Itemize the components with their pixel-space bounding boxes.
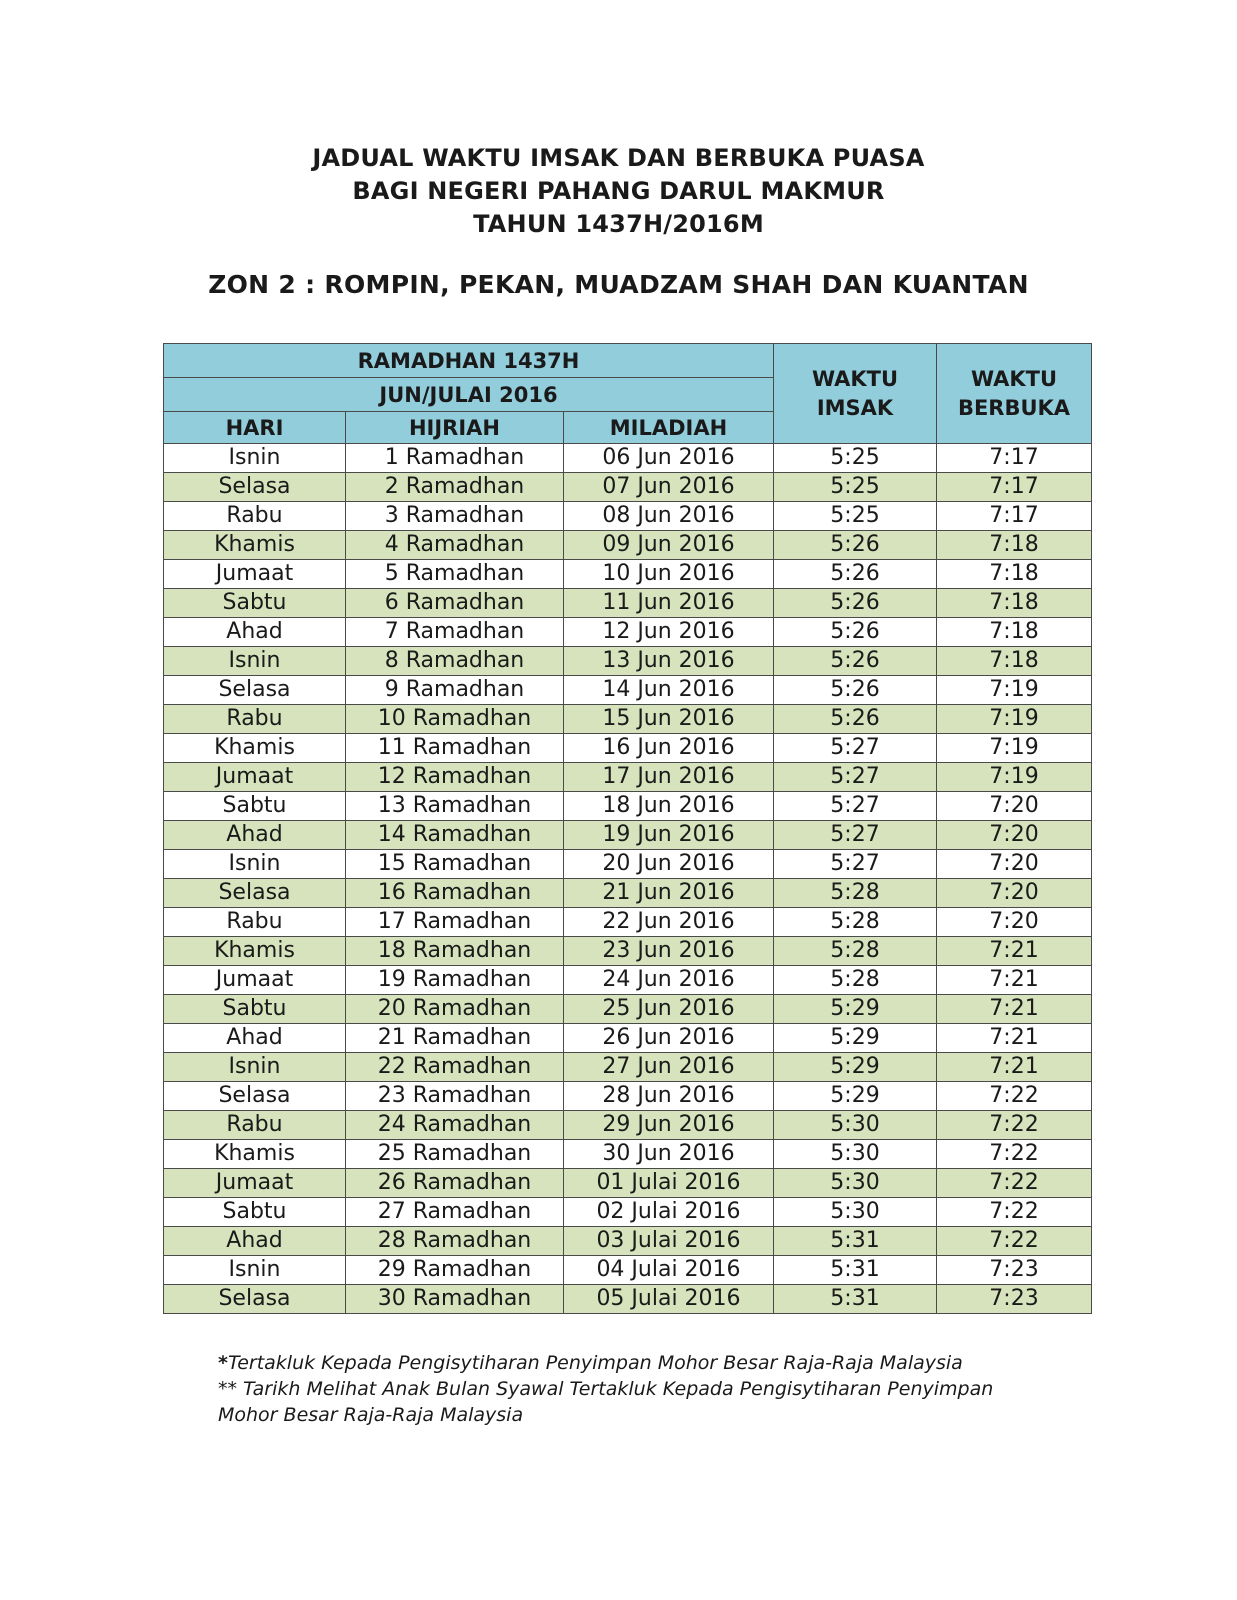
cell-hari: Ahad — [164, 1024, 346, 1053]
cell-imsak: 5:26 — [774, 618, 937, 647]
cell-hari: Sabtu — [164, 1198, 346, 1227]
cell-hari: Rabu — [164, 1111, 346, 1140]
header-berbuka — [937, 344, 1092, 444]
table-row — [164, 647, 1092, 676]
footnote-2-line1: ** Tarikh Melihat Anak Bulan Syawal Tertakluk Kepada Pengisytiharan Penyimpan — [218, 1378, 994, 1400]
cell-imsak: 5:26 — [774, 531, 937, 560]
cell-miladiah: 07 Jun 2016 — [564, 473, 774, 502]
cell-imsak: 5:26 — [774, 589, 937, 618]
cell-hari: Selasa — [164, 1285, 346, 1314]
table-row — [164, 792, 1092, 821]
cell-berbuka: 7:18 — [937, 618, 1092, 647]
table-row — [164, 531, 1092, 560]
cell-miladiah: 12 Jun 2016 — [564, 618, 774, 647]
cell-imsak: 5:25 — [774, 502, 937, 531]
cell-imsak: 5:30 — [774, 1169, 937, 1198]
table-row — [164, 618, 1092, 647]
cell-hari: Isnin — [164, 1256, 346, 1285]
header-month: RAMADHAN 1437H — [164, 344, 774, 378]
cell-miladiah: 06 Jun 2016 — [564, 444, 774, 473]
table-row — [164, 908, 1092, 937]
cell-miladiah: 26 Jun 2016 — [564, 1024, 774, 1053]
table-row — [164, 821, 1092, 850]
cell-hijriah: 10 Ramadhan — [346, 705, 564, 734]
cell-miladiah: 10 Jun 2016 — [564, 560, 774, 589]
table-row — [164, 705, 1092, 734]
title-line-3: TAHUN 1437H/2016M — [473, 210, 764, 238]
cell-hijriah: 15 Ramadhan — [346, 850, 564, 879]
cell-berbuka: 7:21 — [937, 1024, 1092, 1053]
cell-hijriah: 13 Ramadhan — [346, 792, 564, 821]
cell-berbuka: 7:20 — [937, 821, 1092, 850]
cell-hijriah: 18 Ramadhan — [346, 937, 564, 966]
table-row — [164, 1256, 1092, 1285]
title-line-1: JADUAL WAKTU IMSAK DAN BERBUKA PUASA — [312, 144, 925, 172]
cell-hijriah: 12 Ramadhan — [346, 763, 564, 792]
cell-hijriah: 24 Ramadhan — [346, 1111, 564, 1140]
cell-hari: Sabtu — [164, 792, 346, 821]
cell-berbuka: 7:17 — [937, 502, 1092, 531]
cell-hijriah: 26 Ramadhan — [346, 1169, 564, 1198]
table-row — [164, 473, 1092, 502]
cell-hari: Rabu — [164, 502, 346, 531]
footnote-1-text: Tertakluk Kepada Pengisytiharan Penyimpan Mohor Besar Raja-Raja Malaysia — [227, 1352, 963, 1374]
cell-imsak: 5:26 — [774, 705, 937, 734]
footnote-2-line2: Mohor Besar Raja-Raja Malaysia — [218, 1404, 524, 1426]
cell-imsak: 5:30 — [774, 1198, 937, 1227]
cell-imsak: 5:30 — [774, 1140, 937, 1169]
cell-hijriah: 17 Ramadhan — [346, 908, 564, 937]
cell-imsak: 5:27 — [774, 821, 937, 850]
cell-hijriah: 8 Ramadhan — [346, 647, 564, 676]
cell-hijriah: 20 Ramadhan — [346, 995, 564, 1024]
cell-berbuka: 7:17 — [937, 444, 1092, 473]
header-berbuka-line1: WAKTU — [970, 366, 1058, 391]
table-row — [164, 1082, 1092, 1111]
cell-berbuka: 7:22 — [937, 1140, 1092, 1169]
cell-hijriah: 9 Ramadhan — [346, 676, 564, 705]
cell-miladiah: 21 Jun 2016 — [564, 879, 774, 908]
cell-hari: Jumaat — [164, 966, 346, 995]
cell-miladiah: 17 Jun 2016 — [564, 763, 774, 792]
cell-hari: Isnin — [164, 444, 346, 473]
cell-imsak: 5:27 — [774, 850, 937, 879]
cell-miladiah: 05 Julai 2016 — [564, 1285, 774, 1314]
footnote-1 — [218, 1350, 1118, 1376]
cell-hari: Selasa — [164, 879, 346, 908]
cell-imsak: 5:27 — [774, 792, 937, 821]
header-miladiah: MILADIAH — [564, 412, 774, 444]
cell-hari: Ahad — [164, 821, 346, 850]
cell-hari: Jumaat — [164, 763, 346, 792]
cell-hijriah: 16 Ramadhan — [346, 879, 564, 908]
cell-hari: Isnin — [164, 1053, 346, 1082]
cell-miladiah: 15 Jun 2016 — [564, 705, 774, 734]
table-row — [164, 560, 1092, 589]
cell-berbuka: 7:22 — [937, 1198, 1092, 1227]
cell-hari: Selasa — [164, 676, 346, 705]
cell-imsak: 5:31 — [774, 1227, 937, 1256]
cell-hijriah: 6 Ramadhan — [346, 589, 564, 618]
cell-imsak: 5:30 — [774, 1111, 937, 1140]
schedule-table — [163, 343, 1092, 1314]
cell-miladiah: 29 Jun 2016 — [564, 1111, 774, 1140]
cell-hijriah: 11 Ramadhan — [346, 734, 564, 763]
cell-hijriah: 28 Ramadhan — [346, 1227, 564, 1256]
cell-hijriah: 1 Ramadhan — [346, 444, 564, 473]
footnote-1-mark: * — [218, 1352, 228, 1374]
cell-miladiah: 09 Jun 2016 — [564, 531, 774, 560]
cell-miladiah: 28 Jun 2016 — [564, 1082, 774, 1111]
cell-miladiah: 27 Jun 2016 — [564, 1053, 774, 1082]
cell-hari: Khamis — [164, 1140, 346, 1169]
cell-hari: Sabtu — [164, 995, 346, 1024]
cell-hari: Khamis — [164, 734, 346, 763]
table-row — [164, 763, 1092, 792]
cell-berbuka: 7:17 — [937, 473, 1092, 502]
cell-berbuka: 7:18 — [937, 589, 1092, 618]
table-row — [164, 676, 1092, 705]
footnotes — [218, 1350, 1118, 1428]
table-row — [164, 995, 1092, 1024]
cell-miladiah: 01 Julai 2016 — [564, 1169, 774, 1198]
cell-imsak: 5:28 — [774, 937, 937, 966]
cell-berbuka: 7:23 — [937, 1285, 1092, 1314]
cell-imsak: 5:28 — [774, 966, 937, 995]
cell-hari: Rabu — [164, 908, 346, 937]
cell-miladiah: 11 Jun 2016 — [564, 589, 774, 618]
cell-berbuka: 7:19 — [937, 705, 1092, 734]
table-row — [164, 966, 1092, 995]
cell-berbuka: 7:19 — [937, 734, 1092, 763]
cell-hari: Selasa — [164, 473, 346, 502]
cell-miladiah: 03 Julai 2016 — [564, 1227, 774, 1256]
cell-berbuka: 7:21 — [937, 1053, 1092, 1082]
title-line-2: BAGI NEGERI PAHANG DARUL MAKMUR — [352, 177, 885, 205]
cell-hari: Selasa — [164, 1082, 346, 1111]
cell-hijriah: 5 Ramadhan — [346, 560, 564, 589]
header-berbuka-line2: BERBUKA — [957, 395, 1071, 420]
cell-imsak: 5:31 — [774, 1256, 937, 1285]
cell-hijriah: 19 Ramadhan — [346, 966, 564, 995]
cell-berbuka: 7:18 — [937, 531, 1092, 560]
document-title — [0, 142, 1237, 241]
table-body — [164, 444, 1092, 1314]
table-row — [164, 1169, 1092, 1198]
cell-berbuka: 7:21 — [937, 995, 1092, 1024]
cell-miladiah: 23 Jun 2016 — [564, 937, 774, 966]
cell-miladiah: 02 Julai 2016 — [564, 1198, 774, 1227]
cell-miladiah: 18 Jun 2016 — [564, 792, 774, 821]
cell-berbuka: 7:22 — [937, 1111, 1092, 1140]
table-row — [164, 879, 1092, 908]
cell-berbuka: 7:20 — [937, 879, 1092, 908]
cell-miladiah: 16 Jun 2016 — [564, 734, 774, 763]
cell-hijriah: 14 Ramadhan — [346, 821, 564, 850]
cell-hijriah: 27 Ramadhan — [346, 1198, 564, 1227]
cell-berbuka: 7:19 — [937, 676, 1092, 705]
header-imsak-line1: WAKTU — [811, 366, 899, 391]
cell-imsak: 5:29 — [774, 995, 937, 1024]
table-row — [164, 850, 1092, 879]
cell-berbuka: 7:18 — [937, 560, 1092, 589]
cell-berbuka: 7:21 — [937, 937, 1092, 966]
cell-miladiah: 14 Jun 2016 — [564, 676, 774, 705]
cell-hijriah: 7 Ramadhan — [346, 618, 564, 647]
cell-hari: Isnin — [164, 647, 346, 676]
table-row — [164, 1198, 1092, 1227]
cell-hari: Khamis — [164, 937, 346, 966]
cell-berbuka: 7:20 — [937, 792, 1092, 821]
cell-imsak: 5:29 — [774, 1024, 937, 1053]
header-hari: HARI — [164, 412, 346, 444]
zone-heading: ZON 2 : ROMPIN, PEKAN, MUADZAM SHAH DAN KUANTAN — [208, 270, 1029, 299]
table-row — [164, 444, 1092, 473]
cell-imsak: 5:27 — [774, 734, 937, 763]
cell-imsak: 5:28 — [774, 879, 937, 908]
cell-hari: Jumaat — [164, 560, 346, 589]
table-row — [164, 1111, 1092, 1140]
cell-berbuka: 7:22 — [937, 1227, 1092, 1256]
cell-miladiah: 30 Jun 2016 — [564, 1140, 774, 1169]
cell-berbuka: 7:22 — [937, 1169, 1092, 1198]
cell-hari: Rabu — [164, 705, 346, 734]
cell-miladiah: 22 Jun 2016 — [564, 908, 774, 937]
cell-miladiah: 13 Jun 2016 — [564, 647, 774, 676]
table-row — [164, 1140, 1092, 1169]
cell-hijriah: 30 Ramadhan — [346, 1285, 564, 1314]
cell-hijriah: 21 Ramadhan — [346, 1024, 564, 1053]
header-gregorian: JUN/JULAI 2016 — [164, 378, 774, 412]
cell-imsak: 5:26 — [774, 676, 937, 705]
table-row — [164, 502, 1092, 531]
cell-berbuka: 7:18 — [937, 647, 1092, 676]
cell-hijriah: 25 Ramadhan — [346, 1140, 564, 1169]
cell-imsak: 5:28 — [774, 908, 937, 937]
cell-hari: Ahad — [164, 1227, 346, 1256]
header-hijriah: HIJRIAH — [346, 412, 564, 444]
cell-miladiah: 19 Jun 2016 — [564, 821, 774, 850]
table-row — [164, 589, 1092, 618]
cell-hijriah: 4 Ramadhan — [346, 531, 564, 560]
cell-hari: Isnin — [164, 850, 346, 879]
table-row — [164, 1024, 1092, 1053]
cell-imsak: 5:29 — [774, 1053, 937, 1082]
cell-berbuka: 7:20 — [937, 908, 1092, 937]
table-row — [164, 1227, 1092, 1256]
cell-imsak: 5:25 — [774, 473, 937, 502]
table-row — [164, 1285, 1092, 1314]
cell-hijriah: 23 Ramadhan — [346, 1082, 564, 1111]
cell-hari: Ahad — [164, 618, 346, 647]
header-imsak-line2: IMSAK — [816, 395, 894, 420]
cell-hijriah: 3 Ramadhan — [346, 502, 564, 531]
cell-berbuka: 7:21 — [937, 966, 1092, 995]
cell-miladiah: 20 Jun 2016 — [564, 850, 774, 879]
cell-imsak: 5:25 — [774, 444, 937, 473]
header-imsak — [774, 344, 937, 444]
cell-hijriah: 22 Ramadhan — [346, 1053, 564, 1082]
cell-imsak: 5:27 — [774, 763, 937, 792]
cell-imsak: 5:26 — [774, 647, 937, 676]
cell-miladiah: 25 Jun 2016 — [564, 995, 774, 1024]
cell-imsak: 5:31 — [774, 1285, 937, 1314]
table-row — [164, 937, 1092, 966]
cell-miladiah: 04 Julai 2016 — [564, 1256, 774, 1285]
cell-miladiah: 24 Jun 2016 — [564, 966, 774, 995]
table-row — [164, 1053, 1092, 1082]
cell-hari: Sabtu — [164, 589, 346, 618]
cell-miladiah: 08 Jun 2016 — [564, 502, 774, 531]
cell-berbuka: 7:22 — [937, 1082, 1092, 1111]
cell-imsak: 5:29 — [774, 1082, 937, 1111]
cell-berbuka: 7:20 — [937, 850, 1092, 879]
cell-hari: Jumaat — [164, 1169, 346, 1198]
cell-imsak: 5:26 — [774, 560, 937, 589]
cell-hijriah: 29 Ramadhan — [346, 1256, 564, 1285]
cell-berbuka: 7:19 — [937, 763, 1092, 792]
cell-hari: Khamis — [164, 531, 346, 560]
table-row — [164, 734, 1092, 763]
cell-hijriah: 2 Ramadhan — [346, 473, 564, 502]
cell-berbuka: 7:23 — [937, 1256, 1092, 1285]
